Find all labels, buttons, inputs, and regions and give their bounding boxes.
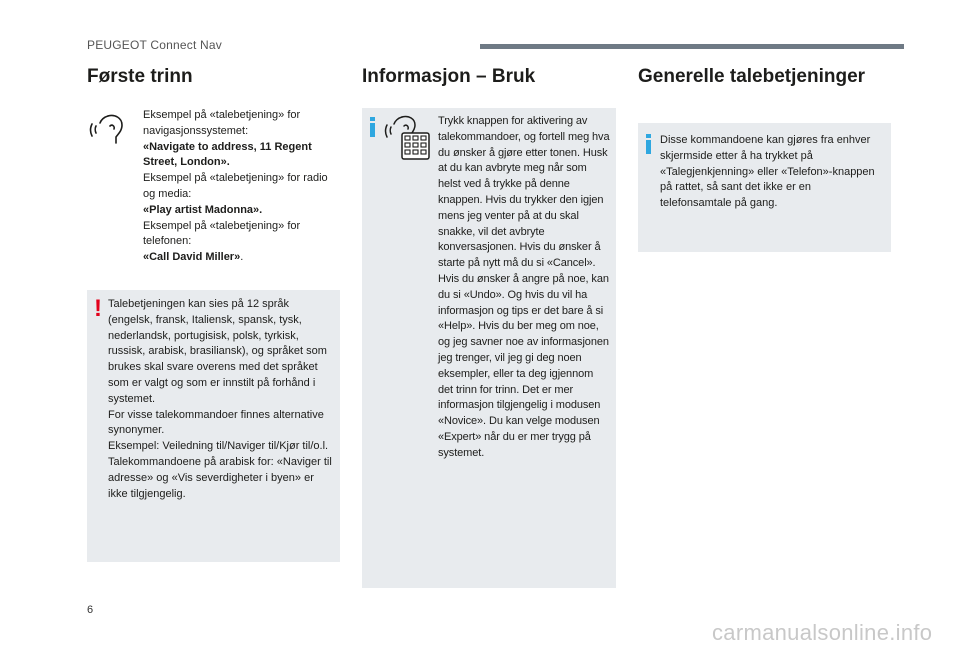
header-bar bbox=[480, 44, 904, 49]
page-number: 6 bbox=[87, 604, 94, 616]
heading-generelle-talebetjeninger: Generelle talebetjeninger bbox=[638, 66, 866, 87]
watermark: carmanualsonline.info bbox=[712, 620, 933, 645]
warning-text: Talebetjeningen kan sies på 12 språk (engelsk, fransk, Italiensk, spansk, tysk, nederlandsk, portugisisk, polsk, tyrkisk, russisk, arabisk, brasiliansk), og språket som brukes skal svare overens med det språket som er valgt og som er innstilt på forhånd i systemet. For visse talekommandoer finnes alternative synonymer. Eksempel: Veiledning til/Naviger til/Kjør til/o.l. Talekommandoene på arabisk for: «Naviger til adresse» og «Vis severdigheter i byen» er ikke tilgjengelig. bbox=[108, 298, 332, 500]
example-radio-command: «Play artist Madonna». bbox=[143, 203, 263, 216]
heading-forste-trinn: Første trinn bbox=[87, 66, 193, 87]
example-nav-command: «Navigate to address, 11 Regent Street, London». bbox=[143, 140, 312, 169]
example-nav-label: Eksempel på «talebetjening» for navigasjonssystemet: bbox=[143, 109, 301, 137]
info-icon bbox=[370, 117, 375, 137]
examples-block bbox=[143, 108, 333, 266]
generelle-text: Disse kommandoene kan gjøres fra enhver skjermside etter å ha trykket på «Talegjenkjenning» eller «Telefon»-knappen på rattet, så sant det ikke er en telefonsamtale på gang. bbox=[660, 134, 875, 210]
example-phone-command: «Call David Miller». bbox=[143, 251, 244, 264]
example-radio-label: Eksempel på «talebetjening» for radio og media: bbox=[143, 172, 328, 200]
heading-informasjon-bruk: Informasjon – Bruk bbox=[362, 66, 536, 87]
info-bruk-text: Trykk knappen for aktivering av talekommandoer, og fortell meg hva du ønsker å gjøre etter tonen. Husk at du kan avbryte meg når som helst ved å trykke på denne knappen. Hvis du trykker den igjen mens jeg venter på at du skal snakke, vil det avbryte konversasjonen. Hvis du ønsker å starte på nytt må du si «Cancel». Hvis du ønsker å angre på noe, kan du si «Undo». Og hvis du vil ha informasjon og tips er det bare å si «Help». Hvis du ber meg om noe, og jeg savner noe av informasjonen jeg trenger, vil jeg gi deg noen eksempler, eller ta deg igjennom det trinn for trinn. Det er mer informasjon tilgjengelig i modusen «Novice». Du kan velge modusen «Expert» når du er mer trygg på systemet. bbox=[438, 115, 610, 459]
warning-icon: ! bbox=[94, 295, 102, 322]
voice-command-icon bbox=[88, 110, 128, 148]
voice-keypad-icon bbox=[383, 113, 431, 161]
running-header: PEUGEOT Connect Nav bbox=[87, 38, 222, 52]
example-phone-label: Eksempel på «talebetjening» for telefonen: bbox=[143, 219, 301, 248]
info-icon-2 bbox=[646, 134, 651, 154]
